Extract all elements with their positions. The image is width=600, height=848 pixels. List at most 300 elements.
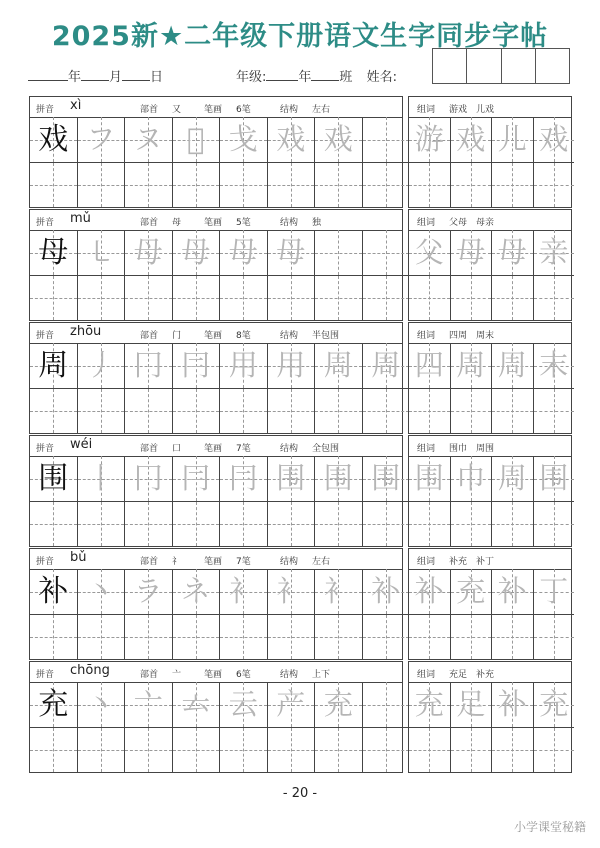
practice-cell[interactable] [268, 615, 316, 659]
pinyin-value: bǔ [70, 550, 87, 565]
blank-cell[interactable] [363, 682, 410, 727]
trace-cell-glyph: 衤 [228, 574, 258, 608]
trace-cell[interactable] [125, 117, 173, 162]
grade-line [236, 66, 397, 85]
word-practice-cell[interactable] [534, 615, 575, 659]
word-practice-cell[interactable] [492, 163, 534, 207]
word-practice-cell[interactable] [492, 389, 534, 433]
strokes-value: 7笔 [236, 557, 251, 567]
trace-cell-glyph: 母 [276, 235, 306, 269]
word-trace-cell[interactable] [534, 682, 575, 727]
practice-cell[interactable] [315, 502, 363, 546]
date-line [28, 66, 163, 85]
structure-label: 结构 [280, 670, 299, 680]
trace-cell-glyph: 用 [276, 348, 306, 382]
word-trace-cell-glyph: 儿 [497, 122, 527, 156]
word-card [408, 661, 572, 773]
word-trace-cell[interactable] [534, 117, 575, 162]
word-trace-cell[interactable] [534, 456, 575, 501]
trace-cell[interactable] [173, 456, 221, 501]
practice-cell[interactable] [30, 728, 78, 772]
trace-cell[interactable] [173, 682, 221, 727]
words-value: 游戏 儿戏 [449, 105, 495, 115]
words-value: 四周 周末 [449, 331, 495, 341]
radical-label: 部首 [140, 670, 159, 680]
word-trace-cell-glyph: 围 [539, 461, 569, 495]
word-trace-cell[interactable] [409, 343, 451, 388]
trace-cell-glyph: 戏 [276, 122, 306, 156]
trace-cell-glyph: フ [86, 122, 116, 156]
trace-cell[interactable] [78, 682, 126, 727]
model-char-cell-glyph: 母 [38, 235, 69, 270]
word-trace-cell-glyph: 戏 [539, 122, 569, 156]
grade-label: 年级: [236, 70, 267, 85]
trace-cell-glyph: 𠫓 [181, 687, 211, 721]
word-trace-cell[interactable] [492, 230, 534, 275]
word-practice-grid [409, 275, 574, 320]
practice-card [29, 435, 403, 547]
practice-grid [30, 501, 409, 546]
word-trace-cell[interactable] [492, 117, 534, 162]
pinyin-value: xì [70, 98, 82, 113]
trace-cell-glyph: 母 [181, 235, 211, 269]
trace-cell-glyph: ㇄ [86, 235, 116, 269]
practice-cell[interactable] [363, 389, 410, 433]
word-trace-cell-glyph: 戏 [456, 122, 486, 156]
structure-label: 结构 [280, 557, 299, 567]
structure-label: 结构 [280, 444, 299, 454]
structure-value: 独 [312, 218, 322, 228]
year-label: 年 [68, 70, 82, 85]
practice-cell[interactable] [220, 502, 268, 546]
word-info-bar [409, 662, 571, 683]
practice-cell[interactable] [315, 276, 363, 320]
trace-cell-glyph: 冃 [181, 461, 211, 495]
pinyin-label: 拼音 [36, 331, 55, 341]
word-trace-grid [409, 117, 574, 162]
practice-cell[interactable] [30, 276, 78, 320]
words-label: 组词 [417, 557, 436, 567]
watermark [514, 818, 586, 835]
word-card [408, 322, 572, 434]
word-trace-cell-glyph: 亲 [539, 235, 569, 269]
practice-cell[interactable] [363, 163, 410, 207]
page-title: 2025新★二年级下册语文生字同步字帖 [51, 21, 549, 52]
word-trace-cell[interactable] [451, 569, 493, 614]
strokes-label: 笔画 [204, 670, 223, 680]
pinyin-label: 拼音 [36, 105, 55, 115]
grade-year-label: 年 [298, 70, 312, 85]
blank-cell[interactable] [315, 230, 363, 275]
radical-label: 部首 [140, 105, 159, 115]
word-trace-cell[interactable] [409, 117, 451, 162]
trace-cell[interactable] [268, 117, 316, 162]
model-char-cell-glyph: 补 [38, 574, 69, 609]
trace-cell-glyph: 衤 [323, 574, 353, 608]
word-card [408, 209, 572, 321]
practice-cell[interactable] [173, 163, 221, 207]
word-trace-cell-glyph: 巾 [456, 461, 486, 495]
word-trace-cell-glyph: 丁 [539, 574, 569, 608]
practice-card [29, 661, 403, 773]
words-label: 组词 [417, 218, 436, 228]
radical-value: 门 [172, 331, 182, 341]
practice-cell[interactable] [315, 389, 363, 433]
practice-cell[interactable] [78, 502, 126, 546]
structure-value: 全包围 [312, 444, 340, 454]
word-practice-cell[interactable] [492, 728, 534, 772]
trace-cell[interactable] [220, 569, 268, 614]
word-trace-grid [409, 569, 574, 614]
char-info-bar [30, 210, 402, 231]
practice-cell[interactable] [268, 276, 316, 320]
practice-cell[interactable] [268, 389, 316, 433]
model-char-cell-glyph: 周 [38, 348, 69, 383]
practice-cell[interactable] [220, 728, 268, 772]
trace-cell[interactable] [268, 569, 316, 614]
word-practice-cell[interactable] [492, 615, 534, 659]
practice-cell[interactable] [125, 276, 173, 320]
model-char-cell[interactable] [30, 117, 78, 162]
practice-cell[interactable] [78, 615, 126, 659]
model-char-cell[interactable] [30, 456, 78, 501]
practice-cell[interactable] [220, 615, 268, 659]
practice-cell[interactable] [30, 389, 78, 433]
pinyin-label: 拼音 [36, 444, 55, 454]
word-trace-cell[interactable] [492, 456, 534, 501]
trace-cell[interactable] [173, 230, 221, 275]
char-info-bar [30, 323, 402, 344]
trace-cell[interactable] [220, 682, 268, 727]
practice-grid [30, 727, 409, 772]
word-trace-cell-glyph: 父 [414, 235, 444, 269]
word-trace-cell[interactable] [409, 456, 451, 501]
trace-cell-glyph: 围 [371, 461, 401, 495]
practice-cell[interactable] [315, 615, 363, 659]
word-practice-cell[interactable] [492, 502, 534, 546]
trace-cell[interactable] [315, 682, 363, 727]
trace-grid [30, 682, 409, 727]
word-practice-cell[interactable] [409, 615, 451, 659]
practice-cell[interactable] [78, 389, 126, 433]
word-trace-cell-glyph: 充 [456, 574, 486, 608]
practice-cell[interactable] [30, 163, 78, 207]
word-practice-cell[interactable] [409, 389, 451, 433]
word-practice-cell[interactable] [451, 615, 493, 659]
char-info-bar [30, 97, 402, 118]
trace-cell[interactable] [78, 456, 126, 501]
page-number: - 20 - [282, 786, 318, 801]
word-trace-cell[interactable] [451, 117, 493, 162]
month-label: 月 [109, 70, 123, 85]
word-practice-cell[interactable] [534, 163, 575, 207]
practice-cell[interactable] [315, 163, 363, 207]
trace-cell-glyph: 母 [228, 235, 258, 269]
strokes-value: 8笔 [236, 331, 251, 341]
trace-cell-glyph: 丶 [86, 687, 116, 721]
trace-cell-glyph: 用 [228, 348, 258, 382]
trace-cell[interactable] [268, 682, 316, 727]
word-trace-grid [409, 682, 574, 727]
word-trace-cell[interactable] [451, 456, 493, 501]
trace-cell[interactable] [363, 569, 410, 614]
model-char-cell[interactable] [30, 343, 78, 388]
practice-cell[interactable] [125, 502, 173, 546]
word-practice-cell[interactable] [534, 276, 575, 320]
pinyin-label: 拼音 [36, 218, 55, 228]
word-trace-cell-glyph: 周 [497, 461, 527, 495]
trace-cell[interactable] [78, 230, 126, 275]
word-practice-cell[interactable] [409, 728, 451, 772]
word-practice-grid [409, 727, 574, 772]
word-trace-cell-glyph: 母 [456, 235, 486, 269]
practice-card [29, 96, 403, 208]
trace-cell[interactable] [315, 343, 363, 388]
word-practice-cell[interactable] [451, 389, 493, 433]
trace-cell[interactable] [173, 343, 221, 388]
trace-cell[interactable] [78, 117, 126, 162]
trace-cell-glyph: 亠 [133, 687, 163, 721]
word-info-bar [409, 549, 571, 570]
practice-cell[interactable] [78, 276, 126, 320]
trace-cell-glyph: 𬼀 [187, 122, 205, 156]
practice-cell[interactable] [220, 163, 268, 207]
practice-card [29, 209, 403, 321]
trace-cell-glyph: 衤 [276, 574, 306, 608]
trace-cell[interactable] [173, 117, 221, 162]
practice-cell[interactable] [125, 389, 173, 433]
trace-grid [30, 569, 409, 614]
practice-cell[interactable] [363, 276, 410, 320]
strokes-value: 7笔 [236, 444, 251, 454]
words-value: 补充 补丁 [449, 557, 495, 567]
name-boxes[interactable] [432, 48, 570, 84]
word-card [408, 548, 572, 660]
trace-cell-glyph: 冂 [133, 348, 163, 382]
practice-cell[interactable] [268, 163, 316, 207]
trace-cell[interactable] [220, 117, 268, 162]
word-trace-cell[interactable] [534, 569, 575, 614]
trace-cell[interactable] [125, 682, 173, 727]
word-practice-cell[interactable] [451, 728, 493, 772]
words-value: 父母 母亲 [449, 218, 495, 228]
strokes-label: 笔画 [204, 331, 223, 341]
words-value: 围巾 周围 [449, 444, 495, 454]
practice-cell[interactable] [78, 163, 126, 207]
practice-cell[interactable] [220, 389, 268, 433]
word-practice-cell[interactable] [534, 502, 575, 546]
practice-cell[interactable] [268, 502, 316, 546]
word-practice-cell[interactable] [451, 502, 493, 546]
model-char-cell-glyph: 戏 [38, 122, 69, 157]
radical-label: 部首 [140, 557, 159, 567]
word-trace-cell[interactable] [409, 569, 451, 614]
pinyin-value: zhōu [70, 324, 102, 339]
strokes-label: 笔画 [204, 444, 223, 454]
practice-cell[interactable] [363, 502, 410, 546]
word-info-bar [409, 436, 571, 457]
structure-label: 结构 [280, 105, 299, 115]
practice-card [29, 548, 403, 660]
blank-cell[interactable] [363, 117, 410, 162]
trace-grid [30, 117, 409, 162]
trace-cell-glyph: 云 [228, 687, 258, 721]
word-practice-cell[interactable] [451, 163, 493, 207]
structure-value: 左右 [312, 557, 331, 567]
word-trace-cell[interactable] [451, 343, 493, 388]
word-trace-cell[interactable] [409, 230, 451, 275]
trace-cell[interactable] [268, 230, 316, 275]
char-info-bar [30, 662, 402, 683]
word-card [408, 435, 572, 547]
model-char-cell[interactable] [30, 230, 78, 275]
strokes-label: 笔画 [204, 105, 223, 115]
trace-cell[interactable] [315, 117, 363, 162]
trace-cell-glyph: 产 [276, 687, 306, 721]
practice-cell[interactable] [363, 615, 410, 659]
trace-cell-glyph: 冂 [133, 461, 163, 495]
practice-cell[interactable] [30, 615, 78, 659]
practice-cell[interactable] [363, 728, 410, 772]
strokes-value: 6笔 [236, 670, 251, 680]
word-trace-cell[interactable] [451, 682, 493, 727]
trace-cell[interactable] [268, 343, 316, 388]
blank-cell[interactable] [363, 230, 410, 275]
name-label: 姓名: [366, 70, 397, 85]
trace-cell[interactable] [315, 456, 363, 501]
strokes-value: 5笔 [236, 218, 251, 228]
practice-cell[interactable] [173, 502, 221, 546]
practice-cell[interactable] [173, 389, 221, 433]
word-trace-grid [409, 230, 574, 275]
practice-cell[interactable] [125, 615, 173, 659]
day-label: 日 [150, 70, 164, 85]
trace-cell[interactable] [125, 343, 173, 388]
practice-cell[interactable] [268, 728, 316, 772]
words-label: 组词 [417, 105, 436, 115]
word-practice-grid [409, 388, 574, 433]
word-practice-cell[interactable] [409, 163, 451, 207]
pinyin-label: 拼音 [36, 670, 55, 680]
word-practice-cell[interactable] [409, 276, 451, 320]
practice-cell[interactable] [315, 728, 363, 772]
word-trace-cell[interactable] [409, 682, 451, 727]
trace-cell[interactable] [363, 343, 410, 388]
trace-cell[interactable] [78, 569, 126, 614]
practice-grid [30, 162, 409, 207]
structure-label: 结构 [280, 218, 299, 228]
radical-value: 母 [172, 218, 182, 228]
words-label: 组词 [417, 331, 436, 341]
word-trace-cell-glyph: 母 [497, 235, 527, 269]
trace-cell-glyph: ネ [181, 574, 211, 608]
word-trace-cell[interactable] [492, 682, 534, 727]
word-trace-cell-glyph: 末 [539, 348, 569, 382]
pinyin-value: wéi [70, 437, 93, 452]
trace-cell-glyph: 补 [371, 574, 401, 608]
word-trace-grid [409, 456, 574, 501]
trace-cell[interactable] [125, 569, 173, 614]
radical-value: 又 [172, 105, 182, 115]
practice-cell[interactable] [220, 276, 268, 320]
trace-cell-glyph: 戏 [323, 122, 353, 156]
word-practice-cell[interactable] [409, 502, 451, 546]
trace-cell[interactable] [220, 343, 268, 388]
words-label: 组词 [417, 444, 436, 454]
strokes-label: 笔画 [204, 557, 223, 567]
word-practice-cell[interactable] [534, 728, 575, 772]
trace-cell-glyph: 冃 [228, 461, 258, 495]
trace-cell[interactable] [268, 456, 316, 501]
model-char-cell-glyph: 充 [38, 687, 69, 722]
practice-cell[interactable] [125, 728, 173, 772]
structure-value: 左右 [312, 105, 331, 115]
word-trace-cell[interactable] [534, 343, 575, 388]
trace-cell-glyph: 母 [133, 235, 163, 269]
trace-cell[interactable] [173, 569, 221, 614]
word-practice-grid [409, 614, 574, 659]
practice-cell[interactable] [173, 615, 221, 659]
practice-cell[interactable] [78, 728, 126, 772]
radical-label: 部首 [140, 331, 159, 341]
word-practice-grid [409, 162, 574, 207]
trace-cell[interactable] [125, 456, 173, 501]
word-trace-cell[interactable] [451, 230, 493, 275]
word-trace-cell-glyph: 周 [456, 348, 486, 382]
structure-value: 半包围 [312, 331, 340, 341]
structure-value: 上下 [312, 670, 331, 680]
trace-grid [30, 343, 409, 388]
trace-cell[interactable] [363, 456, 410, 501]
practice-cell[interactable] [173, 276, 221, 320]
word-practice-cell[interactable] [492, 276, 534, 320]
radical-label: 部首 [140, 218, 159, 228]
word-practice-cell[interactable] [534, 389, 575, 433]
word-trace-cell-glyph: 补 [414, 574, 444, 608]
char-info-bar [30, 436, 402, 457]
char-info-bar [30, 549, 402, 570]
trace-cell-glyph: 丨 [86, 461, 116, 495]
trace-cell[interactable] [220, 456, 268, 501]
trace-cell[interactable] [125, 230, 173, 275]
word-trace-cell[interactable] [492, 569, 534, 614]
practice-grid [30, 614, 409, 659]
practice-cell[interactable] [30, 502, 78, 546]
word-trace-cell-glyph: 补 [497, 687, 527, 721]
practice-cell[interactable] [173, 728, 221, 772]
radical-value: 亠 [172, 670, 182, 680]
word-trace-cell[interactable] [492, 343, 534, 388]
practice-cell[interactable] [125, 163, 173, 207]
word-info-bar [409, 97, 571, 118]
trace-cell[interactable] [220, 230, 268, 275]
word-info-bar [409, 323, 571, 344]
trace-cell[interactable] [315, 569, 363, 614]
trace-cell-glyph: ラ [133, 574, 163, 608]
model-char-cell[interactable] [30, 682, 78, 727]
word-info-bar [409, 210, 571, 231]
pinyin-value: mǔ [70, 211, 91, 226]
word-trace-cell-glyph: 周 [497, 348, 527, 382]
words-label: 组词 [417, 670, 436, 680]
word-practice-cell[interactable] [451, 276, 493, 320]
trace-cell[interactable] [78, 343, 126, 388]
word-trace-cell[interactable] [534, 230, 575, 275]
model-char-cell[interactable] [30, 569, 78, 614]
words-value: 充足 补充 [449, 670, 495, 680]
word-trace-cell-glyph: 游 [414, 122, 444, 156]
practice-grid [30, 388, 409, 433]
